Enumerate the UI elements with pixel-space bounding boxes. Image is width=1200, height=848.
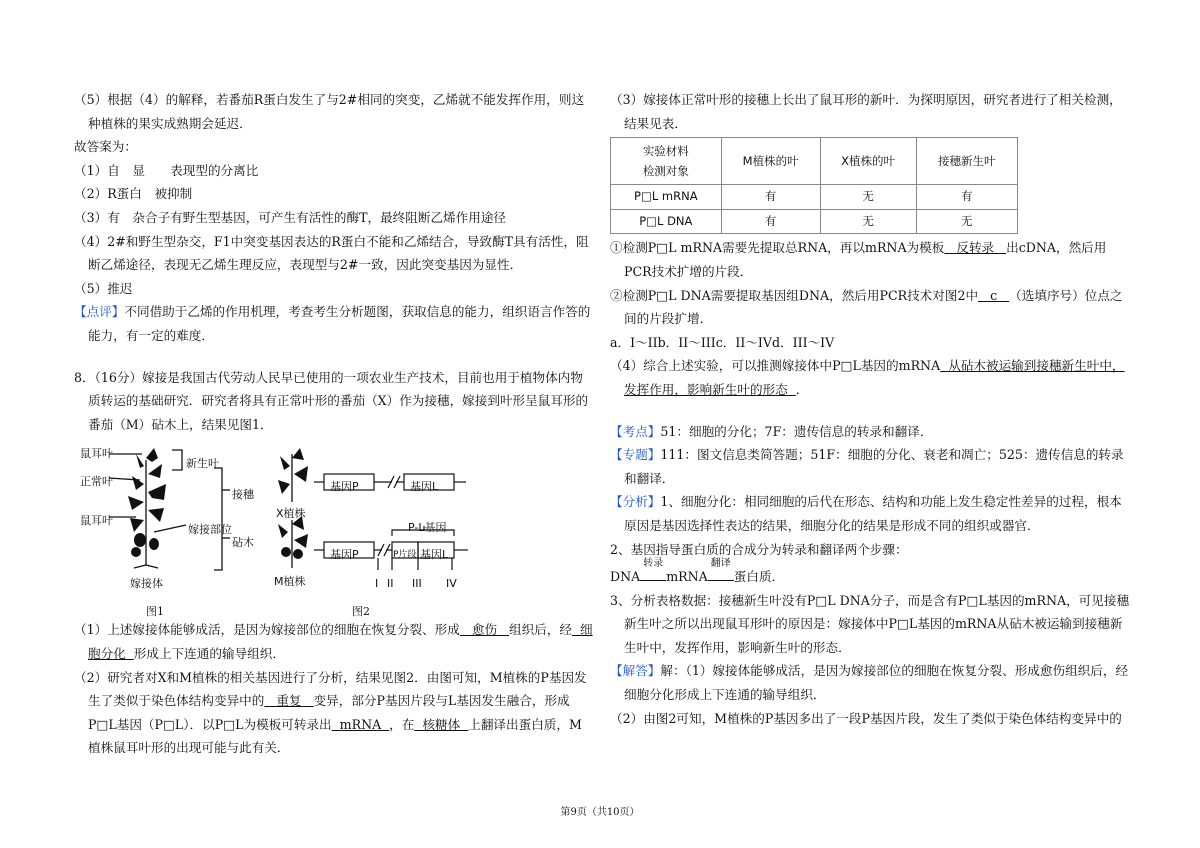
- left-column: [74, 88, 594, 760]
- col-x-leaf: X植株的叶: [820, 138, 916, 185]
- gene-pl-label: P-L基因: [408, 521, 447, 535]
- answer-blank-c: c: [990, 287, 998, 303]
- jieda-2: （2）由图2可知，M植株的P基因多出了一段P基因片段，发生了类似于染色体结构变异中的: [610, 710, 1122, 726]
- answer-blank-callus: 愈伤: [471, 622, 498, 638]
- answer-blank-reverse-transcription: 反转录: [956, 240, 995, 256]
- comment: [74, 300, 594, 347]
- caption-fig-2: 图2: [352, 605, 370, 619]
- label-m-plant: M植株: [274, 575, 306, 589]
- site-iv: IV: [446, 577, 457, 591]
- jieda: 【解答】解：（1）嫁接体能够成活，是因为嫁接部位的细胞在恢复分裂、形成愈伤组织后，经细胞分化形成上下连通的输导组织．: [610, 663, 1129, 703]
- answer-4: （4）2#和野生型杂交，F1中突变基因表达的R蛋白不能和乙烯结合，导致酶T具有活性，阻断乙烯途径，表现无乙烯生理反应，表现型与2#一致，因此突变基因为显性．: [74, 233, 589, 273]
- transcription-flow: DNA 转录 mRNA 翻译 蛋白质．: [610, 558, 785, 585]
- site-iii: III: [412, 577, 422, 591]
- arrow-translation: 翻译: [708, 570, 734, 581]
- options: a．I～IIb．II～IIIc．II～IVd．III～IV: [610, 334, 835, 350]
- answer-1: （1）自 显 表现型的分离比: [74, 162, 259, 178]
- question-8-3: （3）嫁接体正常叶形的接穗上长出了鼠耳形的新叶．为探明原因，研究者进行了相关检测，结果见表．: [610, 92, 1122, 131]
- col-m-leaf: M植株的叶: [721, 138, 820, 185]
- table-header-row: [611, 138, 1018, 185]
- page-footer: 第9页（共10页）: [560, 807, 640, 818]
- kaodian: 【考点】51：细胞的分化；7F：遗传信息的转录和翻译．: [610, 423, 933, 439]
- gene-p-m: 基因P: [330, 548, 359, 562]
- label-x-plant: X植株: [276, 507, 306, 521]
- answer-blank-duplication: 重复: [276, 693, 302, 709]
- fenxi-3: 3、分析表格数据：接穗新生叶没有P□L DNA分子，而是含有P□L基因的mRNA，可见接穗新生叶之所以出现鼠耳形叶的原因是：嫁接体中P□L基因的mRNA从砧木被运输到接穗新生叶中，发挥作用，影响新生叶的形态．: [610, 592, 1130, 655]
- question-8: 8．（16分）嫁接是我国古代劳动人民早已使用的一项农业生产技术，目前也用于植物体内物质转运的基础研究．研究者将具有正常叶形的番茄（X）作为接穗，嫁接到叶形呈鼠耳形的番茄（M）砧木上，结果见图1．: [74, 369, 589, 432]
- answer-5: （5）推迟: [74, 280, 133, 296]
- answer-3: （3）有 杂合子有野生型基因，可产生有活性的酶T，最终阻断乙烯作用途径: [74, 209, 507, 225]
- comment-text: 不同借助于乙烯的作用机理，考查考生分析题图，获取信息的能力，组织语言作答的能力，有一定的难度．: [88, 304, 591, 343]
- zhuanti: 【专题】111：图文信息类简答题；51F：细胞的分化、衰老和凋亡；525：遗传信息的转录和翻译．: [610, 447, 1124, 486]
- question-8-1: （1）上述嫁接体能够成活，是因为嫁接部位的细胞在恢复分裂、形成 愈伤 组织后，经 细胞分化 形成上下连通的输导组织．: [74, 622, 593, 661]
- table-corner: 实验材料 检测对象: [611, 138, 722, 185]
- figure-captions: [74, 600, 594, 618]
- label-graft-site: 嫁接部位: [188, 523, 232, 537]
- label-normal-leaf: 正常叶: [80, 475, 113, 489]
- col-scion-new-leaf: 接穗新生叶: [916, 138, 1017, 185]
- fenxi-2: 2、基因指导蛋白质的合成分为转录和翻译两个步骤：: [610, 541, 908, 557]
- answer-blank-transport: 从砧木被运输到接穗新生叶中，发挥作用，影响新生叶的形态: [624, 358, 1125, 397]
- label-graft-body: 嫁接体: [130, 577, 163, 591]
- sub-2: ②检测P□L DNA需要提取基因组DNA，然后用PCR技术对图2中 c （选填序号）位点之间的片段扩增．: [610, 287, 1123, 327]
- answer-blank-mrna: mRNA: [339, 716, 382, 732]
- label-rootstock: 砧木: [232, 536, 254, 550]
- gene-l-x: 基因L: [410, 480, 439, 494]
- answer-blank-differentiation: 细胞分化: [88, 622, 593, 661]
- figures: [74, 440, 494, 600]
- site-i: I: [375, 577, 379, 591]
- comment-tag: 【点评】: [74, 304, 125, 320]
- table-row: P□L DNA 有 无 无: [611, 209, 1018, 234]
- fenxi: 【分析】1、细胞分化：相同细胞的后代在形态、结构和功能上发生稳定性差异的过程，根本原因是基因选择性表达的结果，细胞分化的结果是形成不同的组织或器官．: [610, 494, 1122, 533]
- answers-title: 故答案为：: [74, 139, 137, 155]
- arrow-transcription: 转录: [640, 570, 666, 581]
- label-new-leaf: 新生叶: [186, 457, 219, 471]
- answer-blank-ribosome: 核糖体: [422, 716, 461, 732]
- site-ii: II: [387, 577, 394, 591]
- gene-p-x: 基因P: [330, 480, 359, 494]
- answer-2: （2）R蛋白 被抑制: [74, 186, 193, 202]
- gene-p-fragment: P片段: [393, 550, 417, 561]
- label-scion: 接穗: [232, 488, 254, 502]
- detection-table: [610, 137, 1018, 234]
- question-8-4: （4）综合上述实验，可以推测嫁接体中P□L基因的mRNA 从砧木被运输到接穗新生叶中，发挥作用，影响新生叶的形态 ．: [610, 358, 1125, 397]
- label-shuer-leaf-1: 鼠耳叶: [80, 447, 113, 461]
- caption-fig-1: 图1: [146, 605, 164, 619]
- right-column: [610, 88, 1132, 730]
- gene-l-m: 基因L: [420, 548, 449, 562]
- table-row: P□L mRNA 有 无 有: [611, 185, 1018, 210]
- question-8-2: （2）研究者对X和M植株的相关基因进行了分析，结果见图2．由图可知，M植株的P基因发生了类似于染色体结构变异中的 重复 变异，部分P基因片段与L基因发生融合，形成P□L基因（P□L）．以P□L为模板可转录出 mRNA ，在 核糖体 上翻译出蛋白质，M植株鼠耳叶形的出现可能与此有关．: [74, 669, 587, 756]
- sub-1: ①检测P□L mRNA需要先提取总RNA，再以mRNA为模板 反转录 出cDNA，然后用PCR技术扩增的片段．: [610, 240, 1107, 279]
- label-shuer-leaf-2: 鼠耳叶: [80, 514, 113, 528]
- paragraph-5: （5）根据（4）的解释，若番茄R蛋白发生了与2#相同的突变，乙烯就不能发挥作用，则这种植株的果实成熟期会延迟．: [74, 92, 585, 131]
